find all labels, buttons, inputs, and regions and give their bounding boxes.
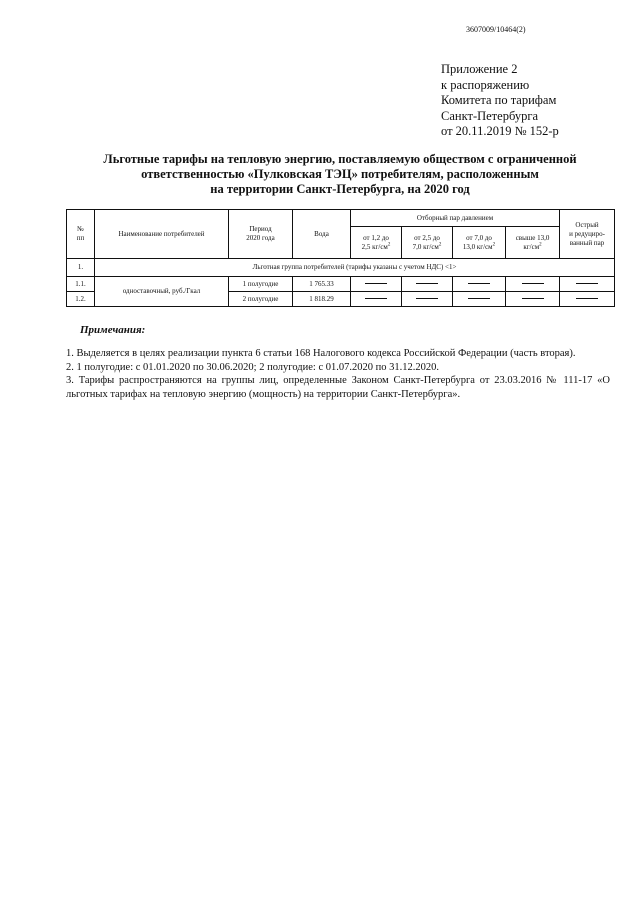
document-title: [60, 152, 620, 197]
empty-cell: [402, 292, 453, 307]
header-period: Период 2020 года: [229, 210, 293, 259]
notes-heading: Примечания:: [80, 324, 146, 336]
header-steam-col: от 1,2 до 2,5 $кг/см^2$: [351, 227, 402, 259]
empty-cell: [453, 292, 506, 307]
appendix-line: к распоряжению: [441, 77, 530, 92]
table-group-row: [67, 259, 615, 277]
empty-cell: [351, 277, 402, 292]
document-number: 3607009/10464(2): [466, 25, 526, 34]
header-num: № пп: [67, 210, 95, 259]
header-steam: Отборный пар давлением: [351, 210, 560, 227]
header-consumer: Наименование потребителей: [95, 210, 229, 259]
empty-cell: [351, 292, 402, 307]
empty-cell: [506, 277, 560, 292]
empty-cell: [453, 277, 506, 292]
row-water: 1 765.33: [293, 277, 351, 292]
rate-name: одноставочный, руб./Гкал: [95, 277, 229, 307]
row-period: 1 полугодие: [229, 277, 293, 292]
note-item: 2. 1 полугодие: с 01.01.2020 по 30.06.2020; 2 полугодие: с 01.07.2020 по 31.12.2020.: [66, 361, 439, 373]
group-num: 1.: [67, 259, 95, 277]
row-num: 1.1.: [67, 277, 95, 292]
appendix-line: Санкт-Петербурга: [441, 108, 539, 123]
row-water: 1 818.29: [293, 292, 351, 307]
header-water: Вода: [293, 210, 351, 259]
row-period: 2 полугодие: [229, 292, 293, 307]
table-header-row: [67, 210, 615, 227]
dash-mark: [365, 283, 387, 284]
dash-mark: [468, 283, 490, 284]
appendix-line: от 20.11.2019 № 152-р: [441, 124, 559, 138]
appendix-block: [441, 62, 559, 140]
dash-mark: [576, 298, 598, 299]
note-item: 1. Выделяется в целях реализации пункта 6 статьи 168 Налогового кодекса Российской Федерации (часть вторая).: [66, 348, 576, 359]
header-steam-col: от 7,0 до 13,0 $кг/см^2$: [453, 227, 506, 259]
dash-mark: [416, 283, 438, 284]
title-line: Льготные тарифы на тепловую энергию, поставляемую обществом с ограниченной: [103, 152, 577, 166]
title-line: на территории Санкт-Петербурга, на 2020 год: [210, 182, 470, 196]
appendix-line: Приложение 2: [441, 62, 518, 76]
dash-mark: [365, 298, 387, 299]
header-steam-col: от 2,5 до 7,0 $кг/см^2$: [402, 227, 453, 259]
title-line: ответственностью «Пулковская ТЭЦ» потребителям, расположенным: [141, 167, 539, 181]
dash-mark: [576, 283, 598, 284]
note-item: 3. Тарифы распространяются на группы лиц, определенные Законом Санкт-Петербурга от 23.03.2016 № 111-17 «О льготных тарифах на тепловую энергию (мощность) на территории Санкт-Петербурга».: [66, 375, 610, 400]
empty-cell: [560, 292, 615, 307]
empty-cell: [506, 292, 560, 307]
notes-list: [66, 347, 610, 401]
table-row: [67, 277, 615, 292]
group-label: Льготная группа потребителей (тарифы указаны с учетом НДС) <1>: [95, 259, 615, 277]
header-sharp-steam: Острый и редуциро- ванный пар: [560, 210, 615, 259]
appendix-line: Комитета по тарифам: [441, 93, 557, 107]
dash-mark: [468, 298, 490, 299]
dash-mark: [522, 298, 544, 299]
row-num: 1.2.: [67, 292, 95, 307]
header-steam-col: свыше 13,0 $кг/см^2$: [506, 227, 560, 259]
empty-cell: [560, 277, 615, 292]
dash-mark: [416, 298, 438, 299]
empty-cell: [402, 277, 453, 292]
dash-mark: [522, 283, 544, 284]
tariff-table: [66, 209, 615, 307]
